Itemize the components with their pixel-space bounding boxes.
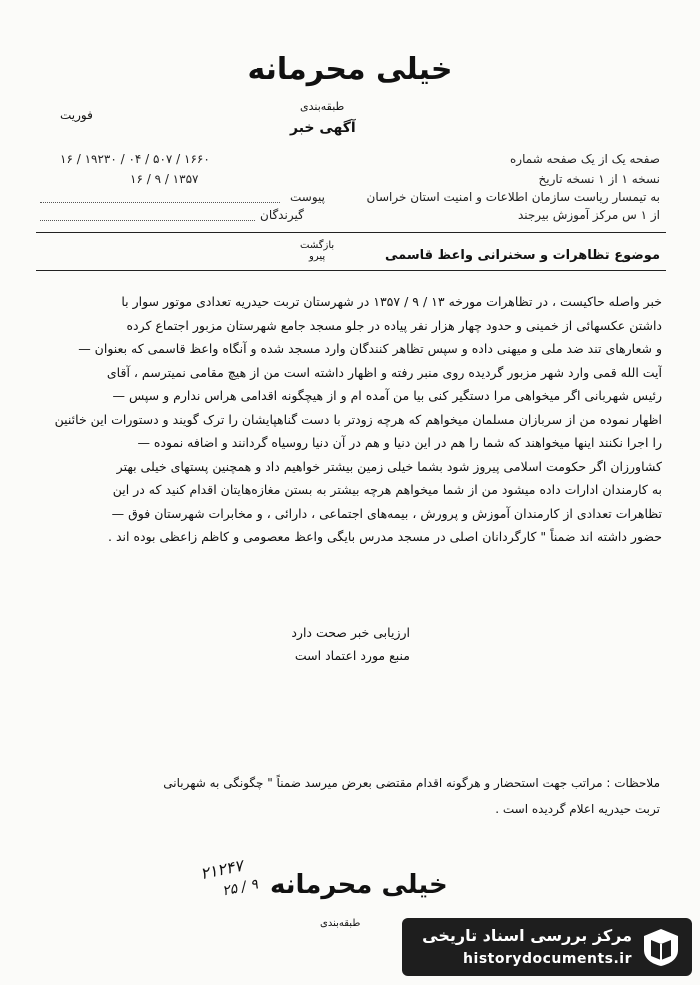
body-line: رئیس شهربانی اگر میخواهی مرا دستگیر کنی بیا من آمده ام و از هیچگونه اقدامی هراس ندارم و سپس — [112,388,662,403]
header-sender: از ۱ س مرکز آموزش بیرجند [517,208,660,222]
classification-top: خیلی محرمانه [247,52,453,87]
body-line: حضور داشته اند ضمناً " کارگردانان اصلی در مسجد مدرس بایگی واعظ معصومی و کاظم زاعظی بوده اند . [108,529,662,544]
subject-text: تظاهرات و سخنرانی واعظ قاسمی [385,248,610,263]
header-copy-info: نسخه ۱ از ۱ نسخه تاریخ [538,172,660,186]
reference-label [300,240,334,262]
notes-line: ملاحظات : مراتب جهت استحضار و هرگونه اقدام مقتضی بعرض میرسد ضمناً " چگونگی به شهربانی [163,776,660,790]
evaluation-line: ارزیابی خبر صحت دارد [291,625,410,640]
header-attachment-label: پیوست [290,190,325,204]
subject-line [385,248,660,263]
news-title: آگهی خبر [290,120,356,136]
receivers-dotted-line [40,220,255,221]
body-line: تظاهرات تعدادی از کارمندان آموزش و پرورش ، بیمه‌های اجتماعی ، دارائی ، و مخابرات شهرستان فوق — [111,505,662,521]
classification-bottom: خیلی محرمانه [270,870,448,900]
subject-label: موضوع [614,248,660,263]
handwritten-number: ۲۱۲۴۷ [198,855,245,884]
classification-bottom-label: طبقه‌بندی [320,918,361,929]
urgency-label: فوریت [60,108,93,122]
attachment-dotted-line [40,202,280,203]
subject-divider [36,270,666,271]
notes-line: تربت حیدریه اعلام گردیده است . [495,802,660,816]
body-line: به کارمندان ادارات داده میشود من از شما میخواهم هرچه بیشتر به بستن مغازه‌هایتان اقدام کنید که در این [112,482,662,497]
header-date: ۱۶ / ۹ / ۱۳۵۷ [130,172,199,186]
logo-url: historydocuments.ir [463,951,632,967]
body-line: را اجرا نکنند اینها میخواهند که شما را هم در این دنیا و هم در آن دنیا روسیاه گردانند و اضافه نموده — [137,435,662,450]
classification-top-label: طبقه‌بندی [300,100,345,113]
reference-label-text: بازگشت [300,240,335,251]
body-line: و شعارهای تند ضد ملی و میهنی داده و سپس تظاهر کنندگان وارد مسجد شده و آنگاه واعظ قاسمی که بعنوان — [78,341,662,356]
header-document-number: ۱۶ / ۱۹۲۳۰ / ۰۴ / ۵۰۷ / ۱۶۶۰ [60,152,210,166]
header-page-info: صفحه یک از یک صفحه شماره [510,152,660,166]
handwritten-date: ۲۵ / ۹ [220,876,260,900]
body-line: کشاورزان اگر حکومت اسلامی پیروز شود بشما خیلی زمین بیشتر خواهیم داد و همچنین پستهای خیلی بهتر [116,458,662,474]
body-line: خبر واصله حاکیست ، در تظاهرات مورخه ۱۳ / ۹ / ۱۳۵۷ در شهرستان تربت حیدریه تعدادی موتور سوار با [121,294,662,309]
body-line: آیت الله قمی وارد شهر مزبور گردیده روی منبر رفته و اظهار داشته است من از هیچ مقامی نمیترسم ، آقای [106,364,662,380]
header-receivers-label: گیرندگان [260,208,304,222]
body-line: اظهار نموده من از سربازان مسلمان میخواهم که هرچه زودتر با دست گناهپایشان را ترک گویند و دستورات این خائنین [54,411,662,427]
source-line: منبع مورد اعتماد است [294,648,410,663]
report-body [32,290,662,549]
header-divider [36,232,666,233]
archive-logo [402,918,692,976]
reference-sublabel-text: پیرو [309,251,326,262]
notes-section [40,770,660,822]
header-recipient: به تیمسار ریاست سازمان اطلاعات و امنیت استان خراسان [366,190,660,204]
logo-name: مرکز بررسی اسناد تاریخی [422,926,632,945]
body-line: داشتن عکسهائی از خمینی و حدود چهار هزار نفر پیاده در جلو مسجد جامع شهرستان مزبور اجتماع کرده [126,317,662,333]
book-shield-icon [640,926,682,968]
